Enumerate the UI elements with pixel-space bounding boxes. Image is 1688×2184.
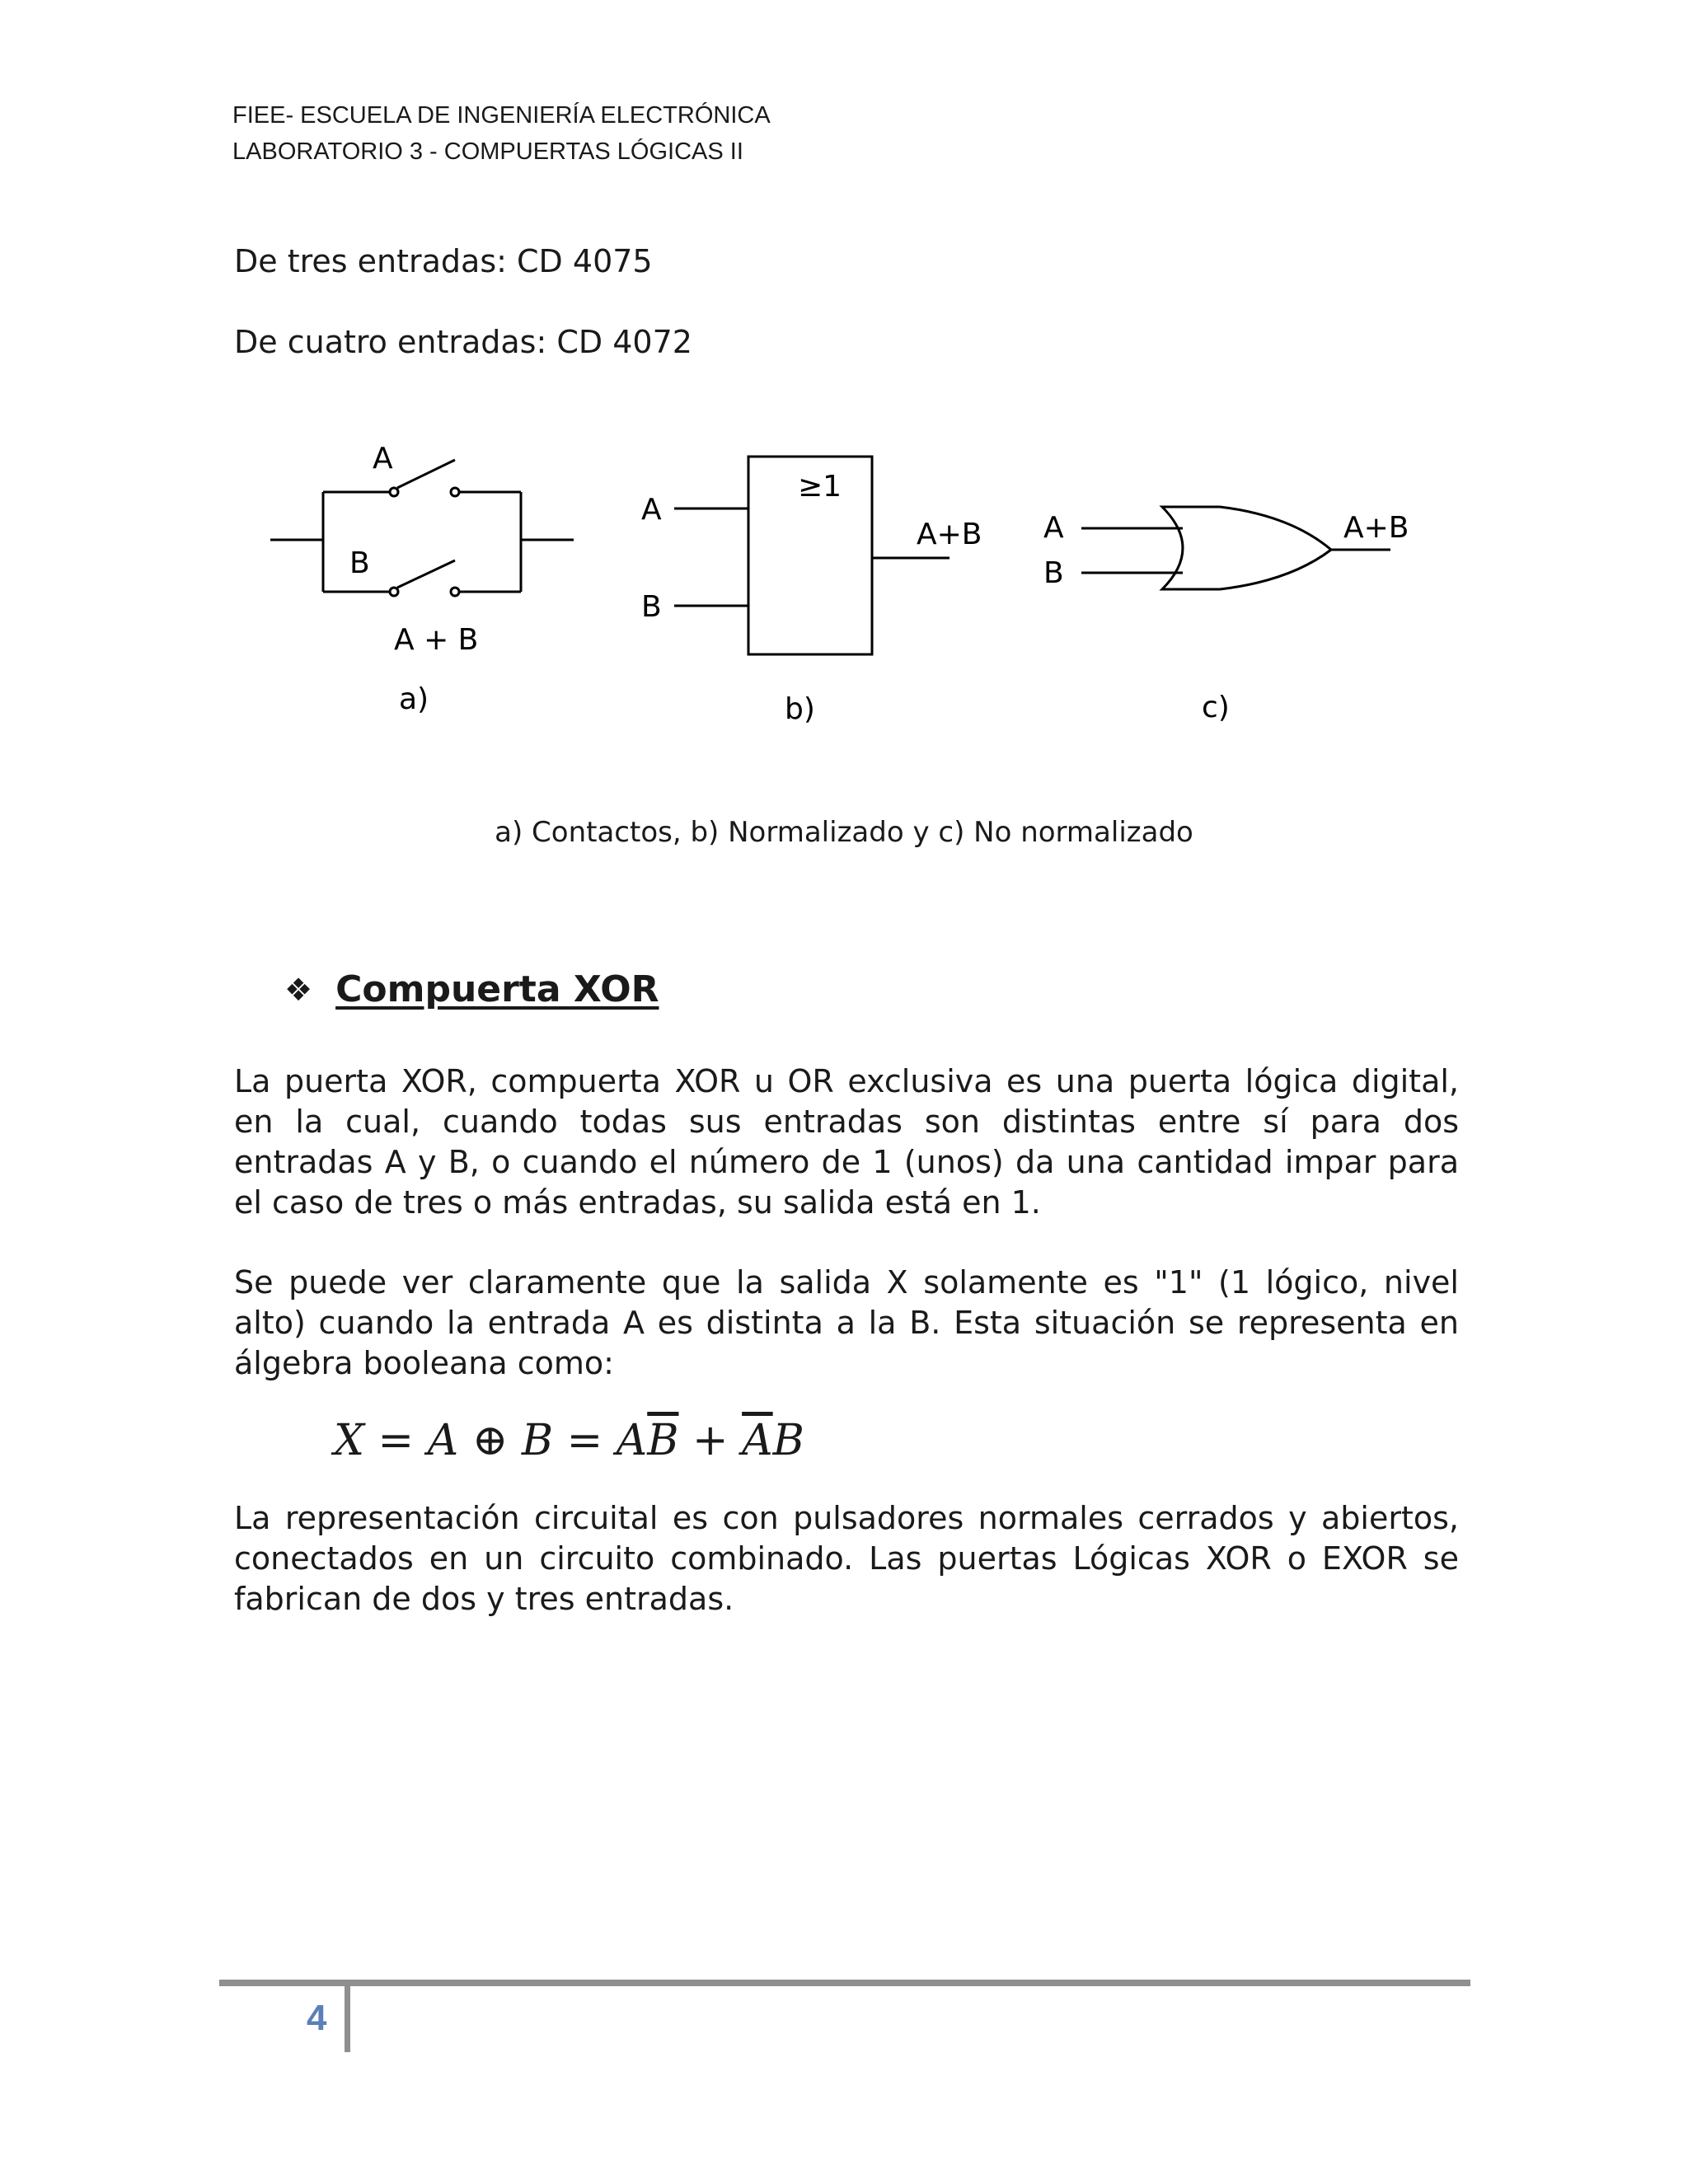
normalized-symbol-label: ≥1 [798, 470, 842, 504]
caption-b: b) [785, 692, 815, 726]
formula-lhs: X = A ⊕ B = A [334, 1416, 648, 1465]
header-line-1: FIEE- ESCUELA DE INGENIERÍA ELECTRÓNICA [232, 102, 771, 129]
paragraph-xor-definition: La puerta XOR, compuerta XOR u OR exclusiva es una puerta lógica digital, en la cual, cuando todas sus entradas son distintas entre sí para dos entradas A y B, o cuando el número de 1 (unos) da una cantidad impar para el caso de tres o más entradas, su salida está en 1. [234, 1063, 1459, 1221]
normalized-output-label: A+B [917, 518, 982, 551]
formula-plus: + [678, 1416, 743, 1465]
contact-a-right [451, 488, 459, 496]
normalized-input-b: B [641, 590, 662, 624]
intro-line-2: De cuatro entradas: CD 4072 [234, 324, 692, 360]
paragraph-xor-circuit: La representación circuital es con pulsadores normales cerrados y abiertos, conectados en un circuito combinado. Las puertas Lógicas XOR o EXOR se fabrican de dos y tres entradas. [234, 1500, 1459, 1617]
normalized-input-a: A [641, 493, 662, 527]
page-header [232, 97, 771, 170]
formula-a-bar: $\overline{A}$ [742, 1416, 773, 1465]
switch-a [397, 460, 455, 488]
caption-a: a) [399, 682, 429, 716]
intro-line-1: De tres entradas: CD 4075 [234, 243, 653, 279]
formula-b-bar: $\overline{B}$ [647, 1416, 679, 1465]
formula-tail: B [772, 1416, 804, 1465]
contact-b-left [390, 588, 398, 596]
switch-b [397, 560, 455, 588]
or-gate-output-label: A+B [1343, 511, 1409, 545]
section-heading [284, 968, 659, 1010]
paragraph-xor-behavior: Se puede ver claramente que la salida X solamente es "1" (1 lógico, nivel alto) cuando la entrada A es distinta a la B. Esta situación se representa en álgebra booleana como: [234, 1264, 1459, 1381]
diamond-bullet-icon: ❖ [284, 971, 313, 1008]
contact-a-left [390, 488, 398, 496]
section-title: Compuerta XOR [335, 968, 659, 1010]
xor-formula [334, 1416, 804, 1465]
footer-divider [345, 1985, 350, 2052]
header-line-2: LABORATORIO 3 - COMPUERTAS LÓGICAS II [232, 138, 743, 165]
or-gate-input-a: A [1043, 511, 1064, 545]
caption-c: c) [1202, 691, 1230, 724]
contacts-label-a: A [373, 442, 393, 476]
page-number: 4 [307, 1998, 327, 2038]
or-gate-input-b: B [1043, 556, 1064, 590]
or-gate-figure [264, 437, 1434, 733]
footer-rule [219, 1980, 1470, 1986]
contact-b-right [451, 588, 459, 596]
or-gate-body [1162, 507, 1331, 589]
contacts-diagram [270, 460, 574, 596]
figure-caption: a) Contactos, b) Normalizado y c) No normalizado [495, 816, 1193, 849]
contacts-label-b: B [349, 546, 370, 580]
contacts-output-label: A + B [394, 623, 479, 657]
